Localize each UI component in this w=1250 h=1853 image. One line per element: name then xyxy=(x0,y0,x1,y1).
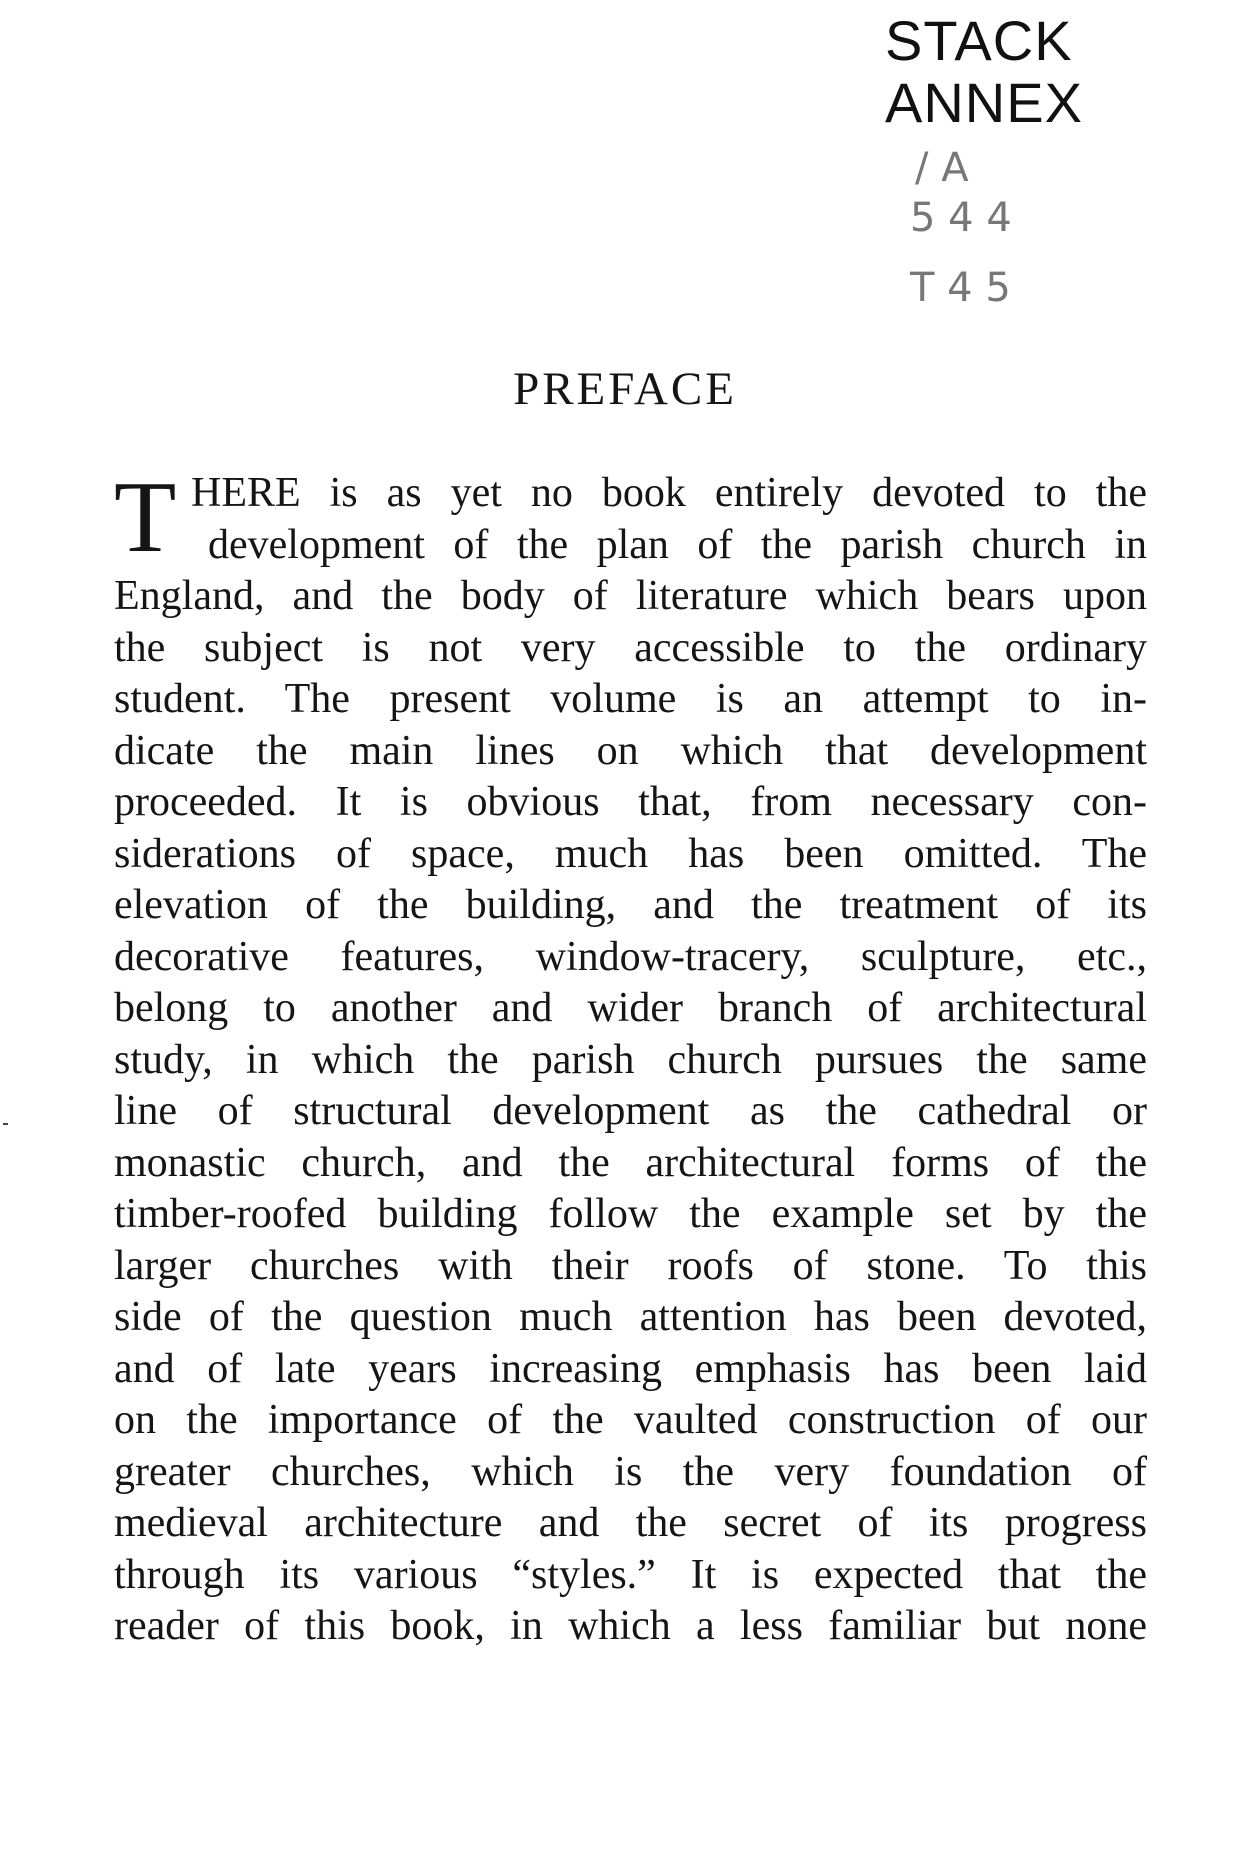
text-line-4: the subject is not very accessible to the ordinary xyxy=(114,624,1147,671)
line-text: HERE is as yet no book entirely devoted to the xyxy=(191,470,1147,516)
text-line-12: study, in which the parish church pursues the same xyxy=(114,1036,1147,1083)
pencil-note-3: T 4 5 xyxy=(910,265,1011,311)
drop-cap: T xyxy=(114,461,177,574)
text-line-18: and of late years increasing emphasis has been laid xyxy=(114,1345,1147,1392)
text-line-7: proceeded. It is obvious that, from necessary con- xyxy=(114,779,1147,825)
pencil-note-2: 5 4 4 xyxy=(910,195,1012,241)
text-line-23: reader of this book, in which a less familiar but none xyxy=(114,1603,1147,1649)
text-line-16: larger churches with their roofs of stone. To this xyxy=(114,1242,1147,1289)
stamp-line-2: ANNEX xyxy=(885,71,1083,134)
text-line-13: line of structural development as the cathedral or xyxy=(114,1088,1147,1134)
pencil-note-1: / A xyxy=(915,145,969,191)
text-line-5: student. The present volume is an attempt to in- xyxy=(114,676,1147,722)
text-line-10: decorative features, window-tracery, sculpture, etc., xyxy=(114,933,1147,980)
text-line-17: side of the question much attention has been devoted, xyxy=(114,1294,1147,1340)
text-line-15: timber-roofed building follow the example set by the xyxy=(114,1191,1147,1237)
stamp-line-1: STACK xyxy=(885,9,1073,72)
text-line-11: belong to another and wider branch of architectural xyxy=(114,985,1147,1031)
library-stamp xyxy=(885,10,1125,134)
pencil-call-number xyxy=(905,145,1055,345)
preface-text xyxy=(114,461,1147,1653)
margin-speck xyxy=(3,1123,8,1125)
text-line-19: on the importance of the vaulted construction of our xyxy=(114,1397,1147,1443)
text-line-22: through its various “styles.” It is expected that the xyxy=(114,1551,1147,1598)
text-line-14: monastic church, and the architectural forms of the xyxy=(114,1139,1147,1186)
page-title: PREFACE xyxy=(513,363,737,415)
text-line-21: medieval architecture and the secret of its progress xyxy=(114,1500,1147,1546)
text-line-9: elevation of the building, and the treatment of its xyxy=(114,882,1147,928)
text-line-8: siderations of space, much has been omitted. The xyxy=(114,830,1147,877)
text-line-20: greater churches, which is the very foundation of xyxy=(114,1448,1147,1495)
text-line-6: dicate the main lines on which that development xyxy=(114,727,1147,774)
text-line-2: development of the plan of the parish church in xyxy=(208,521,1147,568)
text-line-3: England, and the body of literature which bears upon xyxy=(114,573,1147,619)
